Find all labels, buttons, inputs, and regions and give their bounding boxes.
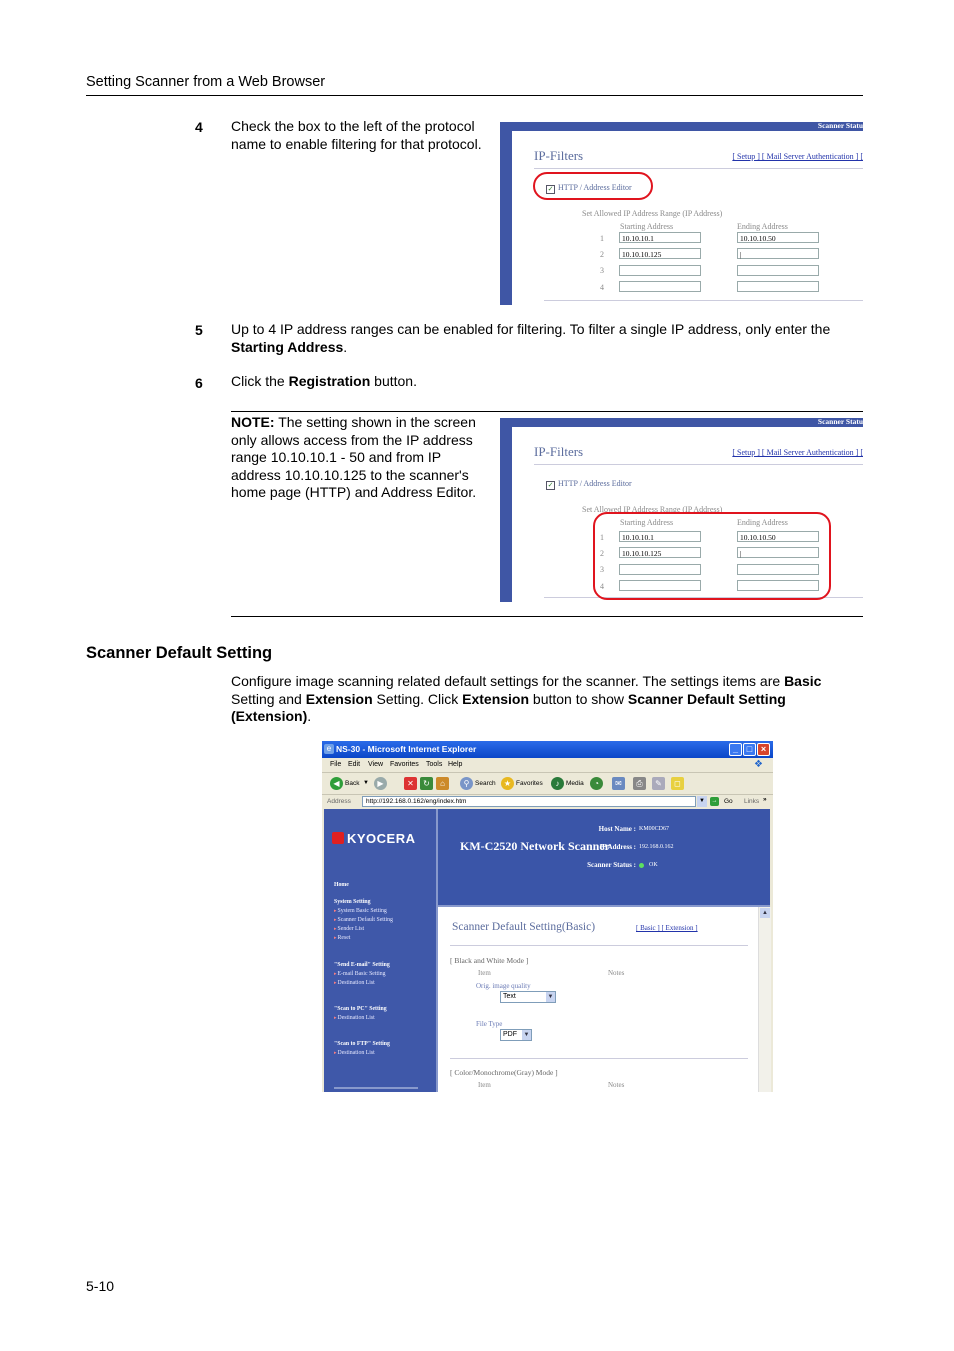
orig-image-quality-label: Orig. image quality [476, 982, 531, 990]
range-label: Set Allowed IP Address Range (IP Address) [582, 209, 723, 218]
nav-links-text[interactable]: [ Setup ] [ Mail Server Authentication ] [ [732, 448, 863, 457]
divider [544, 300, 863, 301]
nav-system-basic-setting[interactable]: ▸ System Basic Setting [334, 908, 387, 914]
sidebar-divider [334, 1087, 418, 1089]
basic-extension-links[interactable]: [ Basic ] [ Extension ] [636, 924, 698, 932]
end-address-input[interactable]: | [737, 248, 819, 259]
ip-filters-title: IP-Filters [534, 148, 584, 163]
start-address-input[interactable]: 10.10.10.125 [619, 248, 701, 259]
stop-icon[interactable]: ✕ [404, 777, 417, 790]
highlight-circle [533, 172, 653, 200]
status-bar [512, 122, 863, 131]
scanner-status-value: OK [649, 862, 658, 868]
web-page [324, 809, 770, 1092]
menu-view[interactable]: View [368, 761, 384, 768]
file-type-select[interactable]: PDF ▼ [500, 1029, 532, 1041]
menu-edit[interactable]: Edit [348, 761, 361, 768]
nav-links-text[interactable]: [ Setup ] [ Mail Server Authentication ] [ [732, 152, 863, 161]
nav-scan-to-pc-setting[interactable]: "Scan to PC" Setting [334, 1006, 387, 1012]
status-label: Scanner Statu [817, 122, 863, 130]
row-number: 3 [600, 266, 604, 275]
highlight-circle [593, 512, 831, 600]
windows-flag-icon: ❖ [754, 759, 763, 770]
row-number: 2 [600, 549, 604, 558]
address-dropdown-icon[interactable]: ▼ [697, 796, 707, 807]
scanner-banner [438, 809, 770, 907]
note-bottom-rule [231, 616, 863, 617]
ip-filters-screenshot [500, 418, 863, 602]
print-icon[interactable]: ⎙ [633, 777, 646, 790]
sidebar-strip [500, 122, 512, 305]
menu-bar [322, 758, 773, 773]
browser-window-screenshot [322, 741, 773, 1092]
row-number: 1 [600, 234, 604, 243]
product-name: KM-C2520 Network Scanner [460, 839, 610, 853]
http-checkbox-label: HTTP / Address Editor [558, 479, 632, 488]
end-address-input[interactable] [737, 281, 819, 292]
http-checkbox-label: HTTP / Address Editor [558, 183, 632, 192]
col-end-header: Ending Address [737, 222, 788, 231]
end-address-input[interactable]: | [737, 547, 819, 558]
nav-home[interactable]: Home [334, 882, 349, 888]
media-label[interactable]: Media [566, 780, 584, 787]
divider [534, 464, 863, 465]
row-number: 4 [600, 582, 604, 591]
menu-tools[interactable]: Tools [426, 761, 443, 768]
nav-system-setting[interactable]: System Setting [334, 899, 371, 905]
note-text: NOTE: The setting shown in the screen only allows access from the IP address range 10.10.10.1 - 50 and from IP address 10.10.10.125 to the scanner's home page (HTTP) and Address Editor. [231, 414, 477, 500]
address-bar [322, 794, 773, 809]
forward-icon[interactable]: ▶ [374, 777, 387, 790]
scroll-up-icon[interactable]: ▲ [760, 908, 770, 918]
row-number: 3 [600, 565, 604, 574]
favorites-icon[interactable]: ★ [501, 777, 514, 790]
nav-sender-list[interactable]: ▸ Sender List [334, 926, 364, 932]
back-dropdown-icon[interactable]: ▼ [363, 780, 369, 786]
host-name-value: KM00CD67 [639, 826, 670, 832]
status-bar [512, 418, 863, 427]
start-address-input[interactable]: 10.10.10.1 [619, 531, 701, 542]
ip-filters-title: IP-Filters [534, 444, 584, 459]
row-number: 4 [600, 283, 604, 292]
section-title: Scanner Default Setting [86, 644, 273, 662]
nav-destination-list[interactable]: ▸ Destination List [334, 980, 375, 986]
host-name-label: Host Name : [598, 825, 636, 833]
history-icon[interactable]: ◔ [590, 777, 603, 790]
nav-destination-list[interactable]: ▸ Destination List [334, 1050, 375, 1056]
search-label[interactable]: Search [475, 780, 496, 787]
url-input[interactable]: http://192.168.0.162/eng/index.htm [362, 796, 696, 807]
messenger-icon[interactable]: ◻ [671, 777, 684, 790]
step-number: 5 [195, 322, 203, 338]
window-titlebar [322, 741, 773, 758]
back-label[interactable]: Back [345, 780, 360, 787]
section-paragraph: Configure image scanning related default settings for the scanner. The settings items are Basic Setting and Extension Setting. Click Extension button to show Scanner Default Setting (Extension). [231, 673, 822, 724]
divider [534, 168, 863, 169]
close-icon[interactable]: × [757, 743, 770, 756]
content-title: Scanner Default Setting(Basic) [452, 921, 596, 933]
end-address-input[interactable]: 10.10.10.50 [737, 531, 819, 542]
home-icon[interactable]: ⌂ [436, 777, 449, 790]
item-header: Item [478, 1081, 491, 1089]
window-title: NS-30 - Microsoft Internet Explorer [336, 744, 477, 754]
search-icon[interactable]: ⚲ [460, 777, 473, 790]
divider [450, 1058, 748, 1059]
browser-toolbar [322, 772, 773, 795]
status-ok-icon [639, 863, 644, 868]
nav-scanner-default-setting[interactable]: ▸ Scanner Default Setting [334, 917, 393, 923]
go-icon[interactable]: → [711, 798, 718, 804]
divider [450, 945, 748, 946]
nav-scan-to-ftp-setting[interactable]: "Scan to FTP" Setting [334, 1041, 390, 1047]
notes-header: Notes [608, 1081, 625, 1089]
ie-icon: e [324, 744, 334, 754]
row-number: 2 [600, 250, 604, 259]
nav-reset[interactable]: ▸ Reset [334, 935, 350, 941]
chevron-right-icon[interactable]: » [763, 796, 767, 803]
step-number: 4 [195, 119, 203, 135]
sidebar [324, 809, 438, 1092]
nav-destination-list[interactable]: ▸ Destination List [334, 1015, 375, 1021]
ip-address-label: IP Address : [599, 843, 636, 851]
col-end-header: Ending Address [737, 518, 788, 527]
media-icon[interactable]: ♪ [551, 777, 564, 790]
http-checkbox[interactable]: ✓ [547, 185, 554, 193]
col-start-header: Starting Address [620, 222, 674, 231]
back-icon[interactable]: ◀ [330, 777, 343, 790]
end-address-input[interactable]: 10.10.10.50 [737, 232, 819, 243]
header-rule [86, 95, 863, 96]
ip-filters-screenshot [500, 122, 863, 305]
step-number: 6 [195, 375, 203, 391]
page-number: 5-10 [86, 1278, 115, 1294]
col-start-header: Starting Address [620, 518, 674, 527]
go-label[interactable]: Go [724, 798, 733, 805]
sidebar-strip [500, 418, 512, 602]
minimize-icon[interactable]: _ [729, 743, 742, 756]
nav-links[interactable] [732, 152, 863, 161]
http-checkbox[interactable]: ✓ [547, 481, 554, 489]
menu-help[interactable]: Help [448, 761, 463, 768]
refresh-icon[interactable]: ↻ [420, 777, 433, 790]
vertical-scrollbar[interactable] [758, 907, 771, 1092]
running-header: Setting Scanner from a Web Browser [86, 74, 326, 90]
mail-icon[interactable]: ✉ [612, 777, 625, 790]
notes-header: Notes [608, 969, 625, 977]
color-mode-heading: [ Color/Monochrome(Gray) Mode ] [450, 1068, 558, 1077]
status-label: Scanner Statu [817, 418, 863, 426]
nav-links[interactable] [732, 448, 863, 457]
item-header: Item [478, 969, 491, 977]
file-type-label: File Type [476, 1020, 503, 1028]
start-address-input[interactable]: 10.10.10.125 [619, 547, 701, 558]
step-text: Click the Registration button. [231, 373, 417, 389]
bw-mode-heading: [ Black and White Mode ] [450, 956, 529, 965]
nav-send-email-setting[interactable]: "Send E-mail" Setting [334, 962, 390, 968]
content-pane [438, 907, 758, 1092]
step-text: Check the box to the left of the protocol name to enable filtering for that protocol. [231, 118, 482, 152]
nav-email-basic-setting[interactable]: ▸ E-mail Basic Setting [334, 971, 386, 977]
start-address-input[interactable]: 10.10.10.1 [619, 232, 701, 243]
step-text: Up to 4 IP address ranges can be enabled for filtering. To filter a single IP address, only enter the Starting Address. [231, 321, 831, 355]
links-label[interactable]: Links [744, 798, 760, 805]
favorites-label[interactable]: Favorites [516, 780, 543, 787]
range-label: Set Allowed IP Address Range (IP Address) [582, 505, 723, 514]
menu-favorites[interactable]: Favorites [390, 761, 419, 768]
image-quality-select[interactable]: Text ▼ [500, 991, 556, 1003]
start-address-input[interactable] [619, 265, 701, 276]
end-address-input[interactable] [737, 265, 819, 276]
address-label: Address [327, 798, 351, 805]
scanner-status-label: Scanner Status : [587, 861, 636, 869]
start-address-input[interactable] [619, 281, 701, 292]
ip-address-value: 192.168.0.162 [639, 844, 674, 850]
edit-icon[interactable]: ✎ [652, 777, 665, 790]
menu-file[interactable]: File [330, 761, 342, 768]
kyocera-logo: KYOCERA [332, 831, 416, 846]
row-number: 1 [600, 533, 604, 542]
note-top-rule [231, 411, 863, 412]
maximize-icon[interactable]: □ [743, 743, 756, 756]
